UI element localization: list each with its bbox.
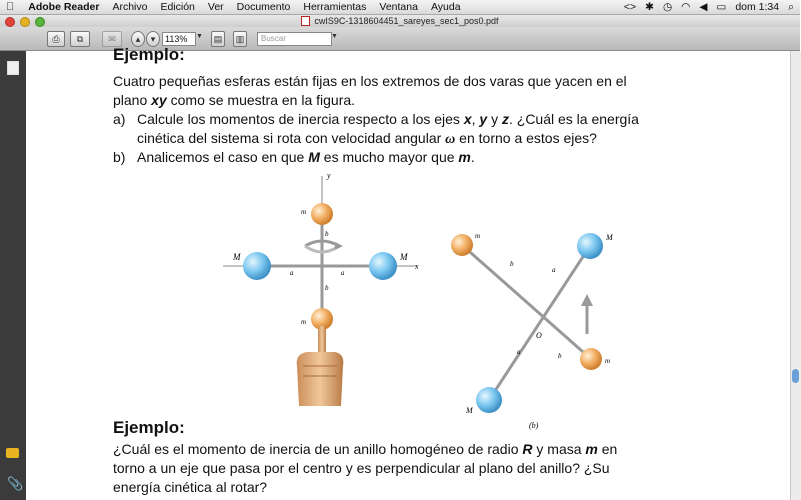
sphere-b-M-bl [476, 387, 502, 413]
item-b-text [137, 148, 707, 167]
intro-paragraph [113, 72, 713, 110]
clock[interactable]: dom 1:34 [735, 1, 780, 13]
pages-panel-icon[interactable] [7, 61, 19, 75]
item-a-l1-0: Calcule los momentos de inercia respecto a los ejes [137, 111, 464, 127]
item-b-m: m [458, 149, 471, 165]
question-paragraph [113, 440, 753, 497]
fit-width-icon[interactable]: ▥ [233, 31, 247, 47]
label-b-bottom: b [325, 284, 329, 292]
battery-icon[interactable]: ▭ [716, 1, 727, 13]
apple-menu-icon[interactable] [6, 0, 14, 14]
menu-archivo[interactable]: Archivo [104, 1, 140, 13]
heading-ejemplo-1: Ejemplo: [113, 45, 185, 64]
figure-a [223, 171, 419, 406]
create-pdf-icon[interactable]: ⧉ [70, 31, 90, 47]
minimize-window-button[interactable] [20, 17, 30, 27]
label-b-m-br: m [605, 357, 611, 365]
item-b-2: es mucho mayor que [319, 149, 459, 165]
menu-herramientas[interactable]: Herramientas [295, 1, 359, 13]
label-m-top: m [301, 208, 307, 216]
comment-icon[interactable] [6, 448, 19, 458]
share-icon[interactable]: ✉ [102, 31, 122, 47]
item-a [113, 110, 733, 150]
label-b-m-tl: m [475, 232, 481, 240]
intro-xy: xy [151, 92, 167, 108]
item-a-y: y [479, 111, 488, 127]
search-input[interactable]: Buscar [257, 32, 332, 46]
item-a-l2-0: cinética del sistema si rota con velocidad angular [137, 130, 446, 146]
scrollbar-thumb[interactable] [792, 369, 799, 383]
item-a-l1-4: y [487, 111, 502, 127]
pdf-file-icon [301, 16, 310, 26]
vertical-scrollbar[interactable] [790, 51, 801, 500]
item-b-label: b) [113, 149, 126, 165]
label-b-top: b [325, 230, 329, 238]
menu-edicion[interactable]: Edición [152, 1, 187, 13]
q-l2: torno a un eje que pasa por el centro y es perpendicular al plano del anillo? ¿Su [113, 460, 610, 476]
item-b-0: Analicemos el caso en que [137, 149, 309, 165]
item-a-text [137, 110, 707, 149]
label-M-left: M [233, 252, 241, 262]
app-menu[interactable]: Adobe Reader [20, 1, 92, 13]
sphere-M-right [369, 252, 397, 280]
item-a-x: x [463, 111, 472, 127]
zoom-input[interactable]: 113% [162, 32, 196, 46]
figure-b-caption: (b) [529, 421, 539, 430]
menu-bar [0, 0, 800, 15]
q-l1-0: ¿Cuál es el momento de inercia de un anillo homogéneo de radio [113, 441, 523, 457]
item-a-l1-2: , [471, 111, 480, 127]
time-machine-icon[interactable]: ◷ [662, 1, 673, 13]
label-b-b-br: b [558, 352, 562, 360]
menu-ventana[interactable]: Ventana [371, 1, 410, 13]
q-l1-2: y masa [532, 441, 586, 457]
figure-b [451, 232, 614, 430]
item-a-label: a) [113, 111, 126, 127]
document-page [27, 45, 789, 500]
item-a-omega: ω [445, 132, 456, 147]
item-b-M: M [308, 149, 320, 165]
intro-line2-b: como se muestra en la figura. [166, 92, 356, 108]
heading-ejemplo-2: Ejemplo: [113, 418, 185, 437]
label-b-a-bl: a [517, 348, 521, 356]
label-a-right: a [341, 269, 345, 277]
sphere-b-m-br [580, 348, 602, 370]
label-b-O: O [536, 331, 542, 340]
window-title-bar [0, 15, 800, 27]
label-m-bottom: m [301, 318, 307, 326]
sphere-b-M-tr [577, 233, 603, 259]
wifi-icon[interactable]: ◠ [681, 1, 691, 13]
label-b-M-tr: M [606, 233, 613, 242]
item-b-4: . [470, 149, 475, 165]
q-m: m [585, 441, 598, 457]
sphere-m-top [311, 203, 333, 225]
menu-documento[interactable]: Documento [228, 1, 283, 13]
label-b-a-tr: a [552, 266, 556, 274]
search-dropdown-icon[interactable]: ▼ [331, 33, 338, 40]
label-y: y [327, 171, 331, 180]
pointing-hand-icon [297, 326, 344, 406]
navigation-sidebar [0, 51, 26, 500]
label-x: x [415, 262, 419, 271]
item-a-l1-6: . ¿Cuál es la energía [508, 111, 639, 127]
next-page-icon[interactable]: ▾ [146, 31, 160, 47]
sphere-M-left [243, 252, 271, 280]
label-a-left: a [290, 269, 294, 277]
close-window-button[interactable] [5, 17, 15, 27]
spheres-figure [217, 166, 617, 430]
menu-ver[interactable]: Ver [199, 1, 216, 13]
q-R: R [522, 441, 533, 457]
q-l1-4: en [597, 441, 618, 457]
label-b-M-bl: M [466, 406, 473, 415]
zoom-dropdown-icon[interactable]: ▼ [196, 33, 203, 40]
script-menu-icon[interactable]: <> [623, 1, 637, 13]
print-icon[interactable]: ⎙ [47, 31, 65, 47]
label-M-right: M [400, 252, 408, 262]
intro-line1: Cuatro pequeñas esferas están fijas en los extremos de dos varas que yacen en el [113, 73, 627, 89]
rod-b2 [489, 246, 590, 400]
attachment-icon[interactable]: 📎 [7, 476, 24, 491]
item-b [113, 148, 733, 168]
bluetooth-icon[interactable]: ✱ [645, 1, 654, 13]
volume-icon[interactable]: ◀ [699, 1, 708, 13]
menu-ayuda[interactable]: Ayuda [422, 1, 453, 13]
sphere-b-m-tl [451, 234, 473, 256]
intro-line2-a: plano [113, 92, 152, 108]
previous-page-icon[interactable]: ▴ [131, 31, 145, 47]
item-a-l2-2: en torno a estos ejes? [455, 130, 597, 146]
q-l3: energía cinética al rotar? [113, 479, 268, 495]
item-a-z: z [501, 111, 509, 127]
spotlight-icon[interactable]: ⌕ [788, 1, 794, 13]
window-title: cwIS9C-1318604451_sareyes_sec1_pos0.pdf [314, 16, 499, 26]
label-b-b: b [510, 260, 514, 268]
zoom-window-button[interactable] [35, 17, 45, 27]
fit-page-icon[interactable]: ▤ [211, 31, 225, 47]
